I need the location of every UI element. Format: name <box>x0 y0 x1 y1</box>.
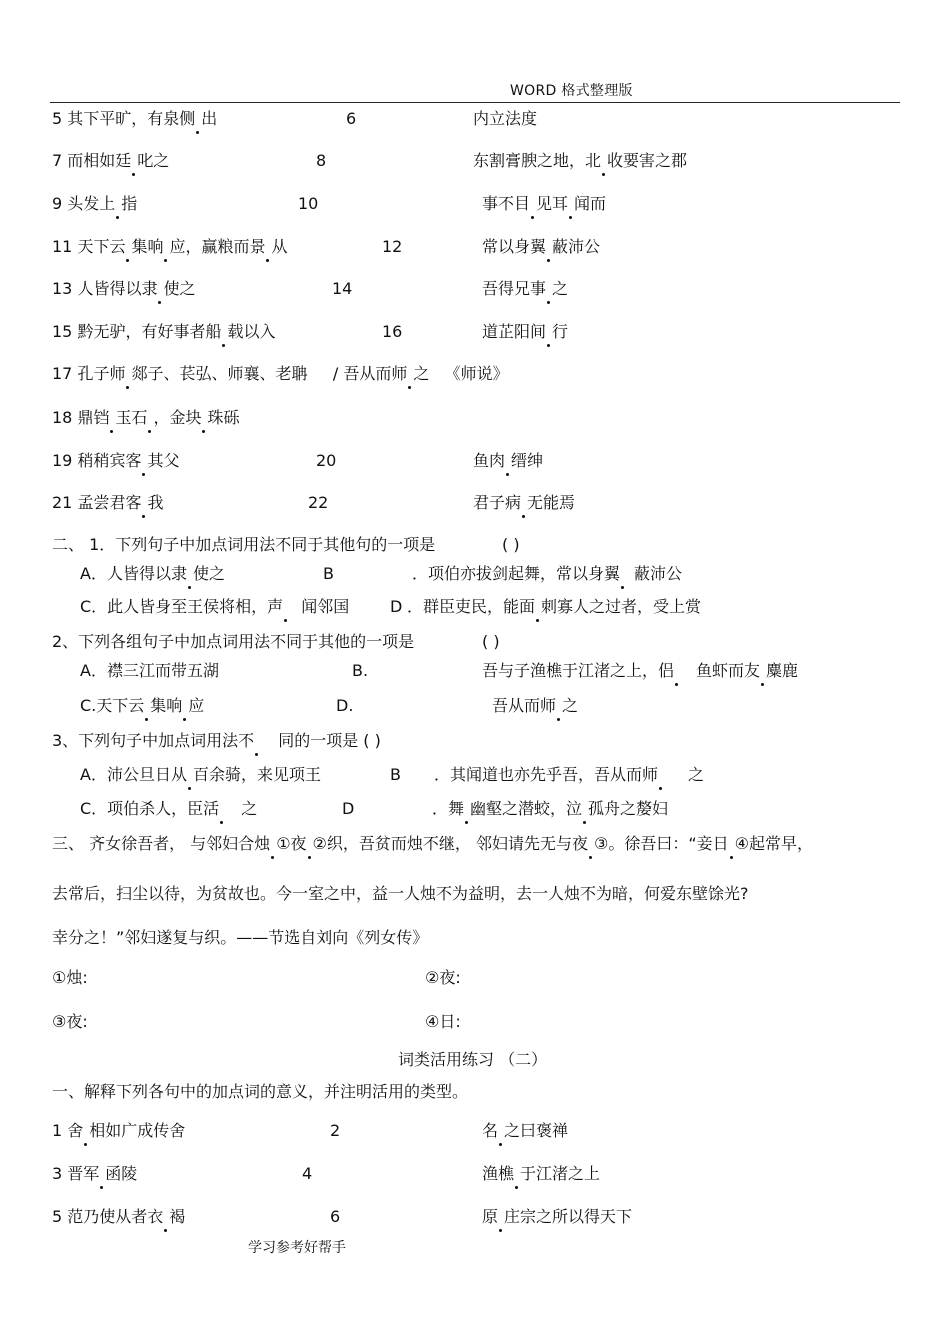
item-12-number: 12 <box>382 237 403 256</box>
emphasis-dot <box>514 1164 520 1184</box>
item-20-number: 20 <box>316 451 337 470</box>
question-2-paren: ( ) <box>482 632 500 651</box>
question-1: 二、 1．下列句子中加点词用法不同于其他句的一项是 <box>52 535 436 554</box>
answer-2: ②夜: <box>425 968 461 987</box>
q1-option-b: ．项伯亦拔剑起舞，常以身翼 蔽沛公 <box>412 564 683 583</box>
emphasis-dot <box>535 597 541 617</box>
emphasis-dot <box>254 731 278 751</box>
item-22: 君子病 无能焉 <box>473 493 576 512</box>
item-6: 内立法度 <box>473 109 538 128</box>
emphasis-dot <box>109 408 115 428</box>
emphasis-dot <box>582 799 588 819</box>
item-5: 5 其下平旷，有泉侧 出 <box>52 109 218 128</box>
item-14-number: 14 <box>332 279 353 298</box>
emphasis-dot <box>99 1164 105 1184</box>
q3-option-d-letter: D <box>342 799 355 818</box>
emphasis-dot <box>601 151 607 171</box>
item-10: 事不目 见耳 闻而 <box>482 194 607 213</box>
emphasis-dot <box>125 364 131 384</box>
q1-option-d: ．群臣吏民，能面 刺寡人之过者，受上赏 <box>407 597 702 616</box>
q1-option-d-letter: D <box>390 597 403 616</box>
q2-option-a: A．襟三江而带五湖 <box>80 661 219 680</box>
item-6-number: 6 <box>346 109 357 128</box>
item-10-number: 10 <box>298 194 319 213</box>
emphasis-dot <box>147 408 153 428</box>
emphasis-dot <box>221 322 227 342</box>
page-footer: 学习参考好帮手 <box>248 1240 346 1256</box>
emphasis-dot <box>283 597 301 617</box>
q3-option-a: A．沛公旦日从 百余骑，来见项王 <box>80 765 321 784</box>
page-header: WORD 格式整理版 <box>510 83 633 99</box>
item-11: 11 天下云 集响 应，赢粮而景 从 <box>52 237 288 256</box>
emphasis-dot <box>131 151 137 171</box>
emphasis-dot <box>546 322 552 342</box>
s2-item-6: 原 庄宗之所以得天下 <box>482 1207 633 1226</box>
emphasis-dot <box>182 696 188 716</box>
emphasis-dot <box>498 1121 504 1141</box>
emphasis-dot <box>521 493 527 513</box>
passage-line-2: 去常后，扫尘以待，为贫故也。今一室之中，益一人烛不为益明，去一人烛不为暗，何爱东壁馀光? <box>52 884 749 903</box>
emphasis-dot <box>498 1207 504 1227</box>
section-instructions: 一、解释下列各句中的加点词的意义，并注明活用的类型。 <box>52 1082 469 1101</box>
item-13: 13 人皆得以隶 使之 <box>52 279 196 298</box>
item-8: 东割膏腴之地，北 收要害之郡 <box>473 151 688 170</box>
item-15: 15 黔无驴，有好事者船 载以入 <box>52 322 276 341</box>
s2-item-4-number: 4 <box>302 1164 313 1183</box>
item-21: 21 孟尝君客 我 <box>52 493 164 512</box>
item-20: 鱼肉 缙绅 <box>473 451 544 470</box>
s2-item-2: 名 之曰褒禅 <box>482 1121 569 1140</box>
q3-option-b: ．其闻道也亦先乎吾，吾从而师 之 <box>434 765 705 784</box>
emphasis-dot <box>674 661 696 681</box>
emphasis-dot <box>265 237 271 257</box>
emphasis-dot <box>141 451 147 471</box>
emphasis-dot <box>464 799 470 819</box>
item-19: 19 稍稍宾客 其父 <box>52 451 180 470</box>
q3-option-d: ．舞 幽壑之潜蛟，泣 孤舟之嫠妇 <box>432 799 669 818</box>
emphasis-dot <box>546 237 552 257</box>
answer-4: ④日: <box>425 1012 461 1031</box>
emphasis-dot <box>125 237 131 257</box>
emphasis-dot <box>530 194 536 214</box>
emphasis-dot <box>620 564 634 584</box>
emphasis-dot <box>187 564 193 584</box>
passage-line-3: 幸分之！”邻妇遂复与织。——节选自刘向《列女传》 <box>52 928 429 947</box>
emphasis-dot <box>546 279 552 299</box>
q2-option-d: 吾从而师 之 <box>492 696 579 715</box>
q3-option-b-letter: B <box>390 765 401 784</box>
s2-item-4: 渔樵 于江渚之上 <box>482 1164 601 1183</box>
emphasis-dot <box>407 364 413 384</box>
q2-option-c: C.天下云 集响 应 <box>80 696 205 715</box>
emphasis-dot <box>219 799 241 819</box>
question-3: 3、下列句子中加点词用法不 同的一项是 ( ) <box>52 731 381 750</box>
emphasis-dot <box>270 834 276 854</box>
item-22-number: 22 <box>308 493 329 512</box>
emphasis-dot <box>760 661 766 681</box>
item-12: 常以身翼 蔽沛公 <box>482 237 601 256</box>
passage-line-1: 三、 齐女徐吾者， 与邻妇合烛 ①夜 ②织，吾贫而烛不继， 邻妇请先无与夜 ③。徐吾曰：“妾日 ④起常早， <box>52 834 813 853</box>
section-title: 词类活用练习 （二） <box>398 1050 548 1069</box>
emphasis-dot <box>195 109 201 129</box>
question-2: 2、下列各组句子中加点词用法不同于其他的一项是 <box>52 632 415 651</box>
item-18: 18 鼎铛 玉石 ，金块 珠砾 <box>52 408 240 427</box>
emphasis-dot <box>505 451 511 471</box>
item-8-number: 8 <box>316 151 327 170</box>
emphasis-dot <box>568 194 574 214</box>
answer-1: ①烛: <box>52 968 88 987</box>
emphasis-dot <box>157 279 163 299</box>
q1-option-a: A．人皆得以隶 使之 <box>80 564 225 583</box>
question-1-paren: ( ) <box>502 535 520 554</box>
emphasis-dot <box>141 493 147 513</box>
emphasis-dot <box>201 408 207 428</box>
s2-item-3: 3 晋军 函陵 <box>52 1164 138 1183</box>
emphasis-dot <box>658 765 688 785</box>
item-16-number: 16 <box>382 322 403 341</box>
s2-item-1: 1 舍 相如广成传舍 <box>52 1121 186 1140</box>
q1-option-b-letter: B <box>323 564 334 583</box>
emphasis-dot <box>307 834 313 854</box>
q1-option-c: C．此人皆身至王侯将相，声 闻邻国 <box>80 597 350 616</box>
q2-option-d-letter: D. <box>336 696 354 715</box>
emphasis-dot <box>556 696 562 716</box>
item-14: 吾得兄事 之 <box>482 279 569 298</box>
item-17: 17 孔子师 郯子、苌弘、师襄、老聃 / 吾从而师 之 《师说》 <box>52 364 509 383</box>
emphasis-dot <box>144 696 150 716</box>
q2-option-b-letter: B. <box>352 661 369 680</box>
emphasis-dot <box>588 834 594 854</box>
header-rule <box>50 102 900 103</box>
s2-item-2-number: 2 <box>330 1121 341 1140</box>
item-9: 9 头发上 指 <box>52 194 138 213</box>
emphasis-dot <box>83 1121 89 1141</box>
emphasis-dot <box>729 834 735 854</box>
q3-option-c: C．项伯杀人，臣活 之 <box>80 799 258 818</box>
s2-item-5: 5 范乃使从者衣 褐 <box>52 1207 186 1226</box>
q2-option-b: 吾与子渔樵于江渚之上，侣 鱼虾而友 麋鹿 <box>482 661 799 680</box>
s2-item-6-number: 6 <box>330 1207 341 1226</box>
emphasis-dot <box>115 194 121 214</box>
item-16: 道芷阳间 行 <box>482 322 569 341</box>
emphasis-dot <box>187 765 193 785</box>
emphasis-dot <box>163 237 169 257</box>
answer-3: ③夜: <box>52 1012 88 1031</box>
item-7: 7 而相如廷 叱之 <box>52 151 170 170</box>
emphasis-dot <box>163 1207 169 1227</box>
